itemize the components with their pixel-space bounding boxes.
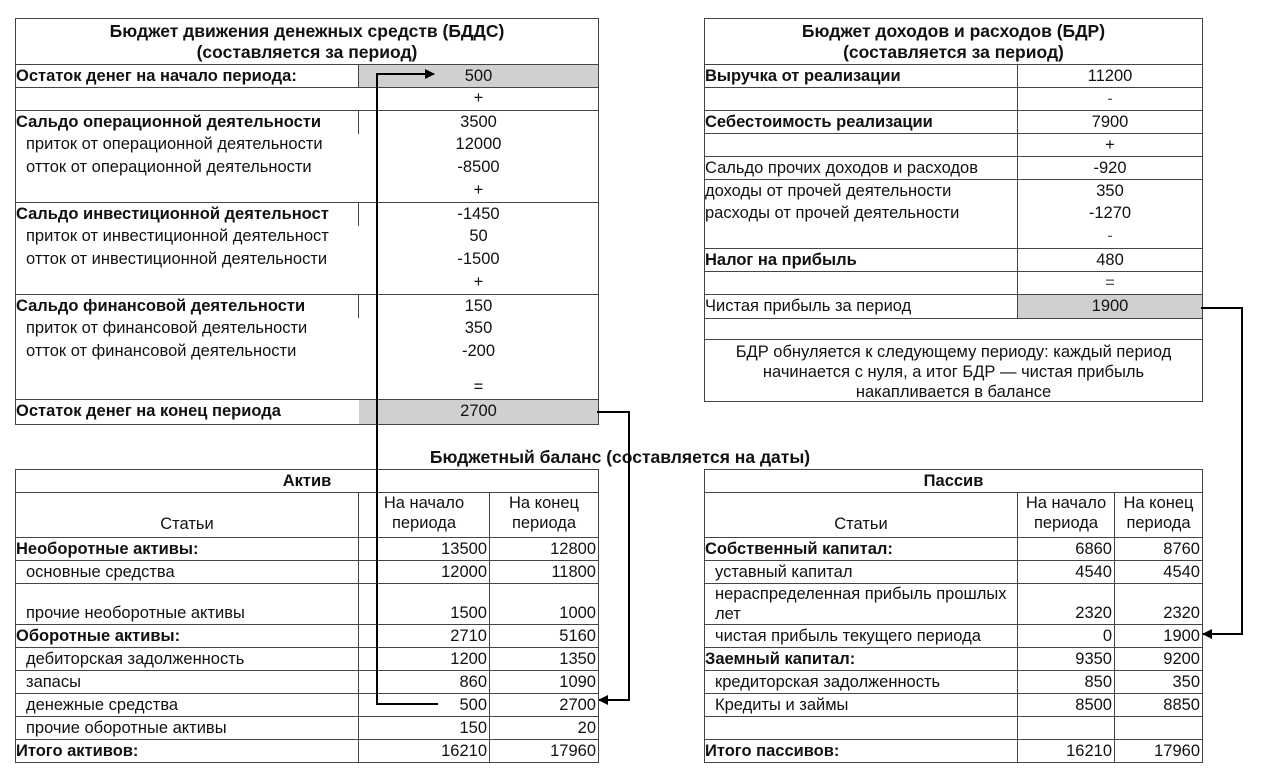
bdds-row: приток от инвестиционной деятельност 50 [26,227,488,245]
bdr-note: БДР обнуляется к следующему периоду: каждый период начинается с нуля, а итог БДР — чистая прибыль накапливается в балансе [705,339,1202,399]
bdr-title: Бюджет доходов и расходов (БДР) (составляется за период) [801,21,1106,62]
passiv-row: кредиторская задолженность 850 350 [705,671,1202,694]
balance-title: Бюджетный баланс (составляется на даты) [429,447,811,467]
bdds-row: отток от финансовой деятельности -200 [26,342,496,360]
arrow-cash-start-to-bdds-opening [377,74,438,704]
aktiv-row: прочие необоротные активы 1500 1000 [16,584,598,625]
bdds-row-op: + [473,181,484,199]
bdds-row: отток от инвестиционной деятельности -1500 [26,250,500,268]
bdds-row-investing-balance: Сальдо инвестиционной деятельност -1450 [16,202,598,226]
arrow-net-profit-to-passiv [1201,308,1242,634]
bdds-row-op: = [473,378,484,396]
bdds-row: приток от финансовой деятельности 350 [26,319,493,337]
bdds-row: приток от операционной деятельности 12000 [26,135,502,153]
passiv-row: нераспределенная прибыль прошлых лет 2320 2320 [705,584,1202,625]
arrow-bdds-closing-to-cash-end [597,412,629,700]
passiv-row-current-profit: чистая прибыль текущего периода 0 1900 [705,625,1202,648]
aktiv-row: Необоротные активы: 13500 12800 [16,538,598,561]
aktiv-row: основные средства 12000 11800 [16,561,598,584]
bdr-row: расходы от прочей деятельности -1270 [705,202,1202,225]
aktiv-col-headers: Статьи На начало периода На конец периода [16,493,598,538]
passiv-total-row: Итого пассивов: 16210 17960 [705,742,1200,760]
passiv-row: Собственный капитал: 6860 8760 [705,538,1202,561]
bdr-row-tax: Налог на прибыль 480 [705,248,1202,272]
bdr-row-op: = [705,271,1202,295]
bdds-row-opening: Остаток денег на начало периода: 500 [16,64,598,88]
bdds-row-operating-balance: Сальдо операционной деятельности 3500 [16,110,598,134]
passiv-header: Пассив [705,470,1202,493]
bdr-row-cost: Себестоимость реализации 7900 [705,110,1202,134]
bdds-row: отток от операционной деятельности -8500 [26,158,500,176]
bdds-row-op: + [473,273,484,291]
passiv-col-headers: Статьи На начало периода На конец периода [705,493,1202,538]
aktiv-total-row: Итого активов: 16210 17960 [16,742,596,760]
passiv-row: Заемный капитал: 9350 9200 [705,648,1202,671]
bdds-row-op: + [473,89,484,107]
bdds-title: Бюджет движения денежных средств (БДДС) (составляется за период) [109,21,505,62]
bdr-row: доходы от прочей деятельности 350 [705,179,1202,203]
bdr-row-net-profit: Чистая прибыль за период 1900 [705,294,1202,319]
bdr-row-op: - [705,225,1202,248]
bdr-row-revenue: Выручка от реализации 11200 [705,64,1202,88]
bdr-row-other-balance: Сальдо прочих доходов и расходов -920 [705,156,1202,180]
passiv-row: уставный капитал 4540 4540 [705,561,1202,584]
aktiv-row: запасы 860 1090 [16,671,598,694]
aktiv-row: дебиторская задолженность 1200 1350 [16,648,598,671]
aktiv-row: денежные средства 500 2700 [16,694,598,717]
bdds-row-financing-balance: Сальдо финансовой деятельности 150 [16,294,598,318]
bdds-row-closing: Остаток денег на конец периода 2700 [16,399,598,424]
passiv-row: Кредиты и займы 8500 8850 [705,694,1202,717]
aktiv-header: Актив [16,470,598,493]
bdr-row-op: + [705,133,1202,157]
aktiv-row: прочие оборотные активы 150 20 [16,717,598,740]
aktiv-row: Оборотные активы: 2710 5160 [16,625,598,648]
bdr-row-op: - [705,87,1202,111]
